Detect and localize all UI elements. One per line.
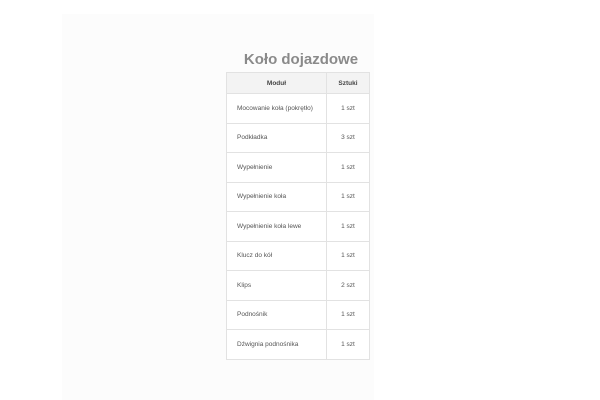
table-row [227, 182, 370, 212]
part-quantity: 1 szt [327, 153, 370, 183]
column-header-module: Moduł [227, 73, 327, 94]
table-row [227, 94, 370, 124]
table-row [227, 241, 370, 271]
part-name: Dźwignia podnośnika [227, 330, 327, 360]
table-row [227, 153, 370, 183]
part-quantity: 1 szt [327, 212, 370, 242]
table-row [227, 271, 370, 301]
table-row [227, 123, 370, 153]
part-quantity: 3 szt [327, 123, 370, 153]
part-quantity: 1 szt [327, 241, 370, 271]
table-row [227, 212, 370, 242]
part-name: Podnośnik [227, 300, 327, 330]
part-name: Podkładka [227, 123, 327, 153]
part-quantity: 1 szt [327, 300, 370, 330]
table-header-row [227, 73, 370, 94]
page-title: Koło dojazdowe [243, 51, 359, 68]
table-row [227, 330, 370, 360]
part-quantity: 1 szt [327, 182, 370, 212]
part-name: Klucz do kół [227, 241, 327, 271]
part-name: Wypełnienie [227, 153, 327, 183]
part-quantity: 1 szt [327, 330, 370, 360]
parts-table [226, 72, 370, 360]
part-name: Klips [227, 271, 327, 301]
part-name: Mocowanie koła (pokrętło) [227, 94, 327, 124]
table-row [227, 300, 370, 330]
part-quantity: 1 szt [327, 94, 370, 124]
part-name: Wypełnienie koła [227, 182, 327, 212]
part-quantity: 2 szt [327, 271, 370, 301]
part-name: Wypełnienie koła lewe [227, 212, 327, 242]
column-header-quantity: Sztuki [327, 73, 370, 94]
